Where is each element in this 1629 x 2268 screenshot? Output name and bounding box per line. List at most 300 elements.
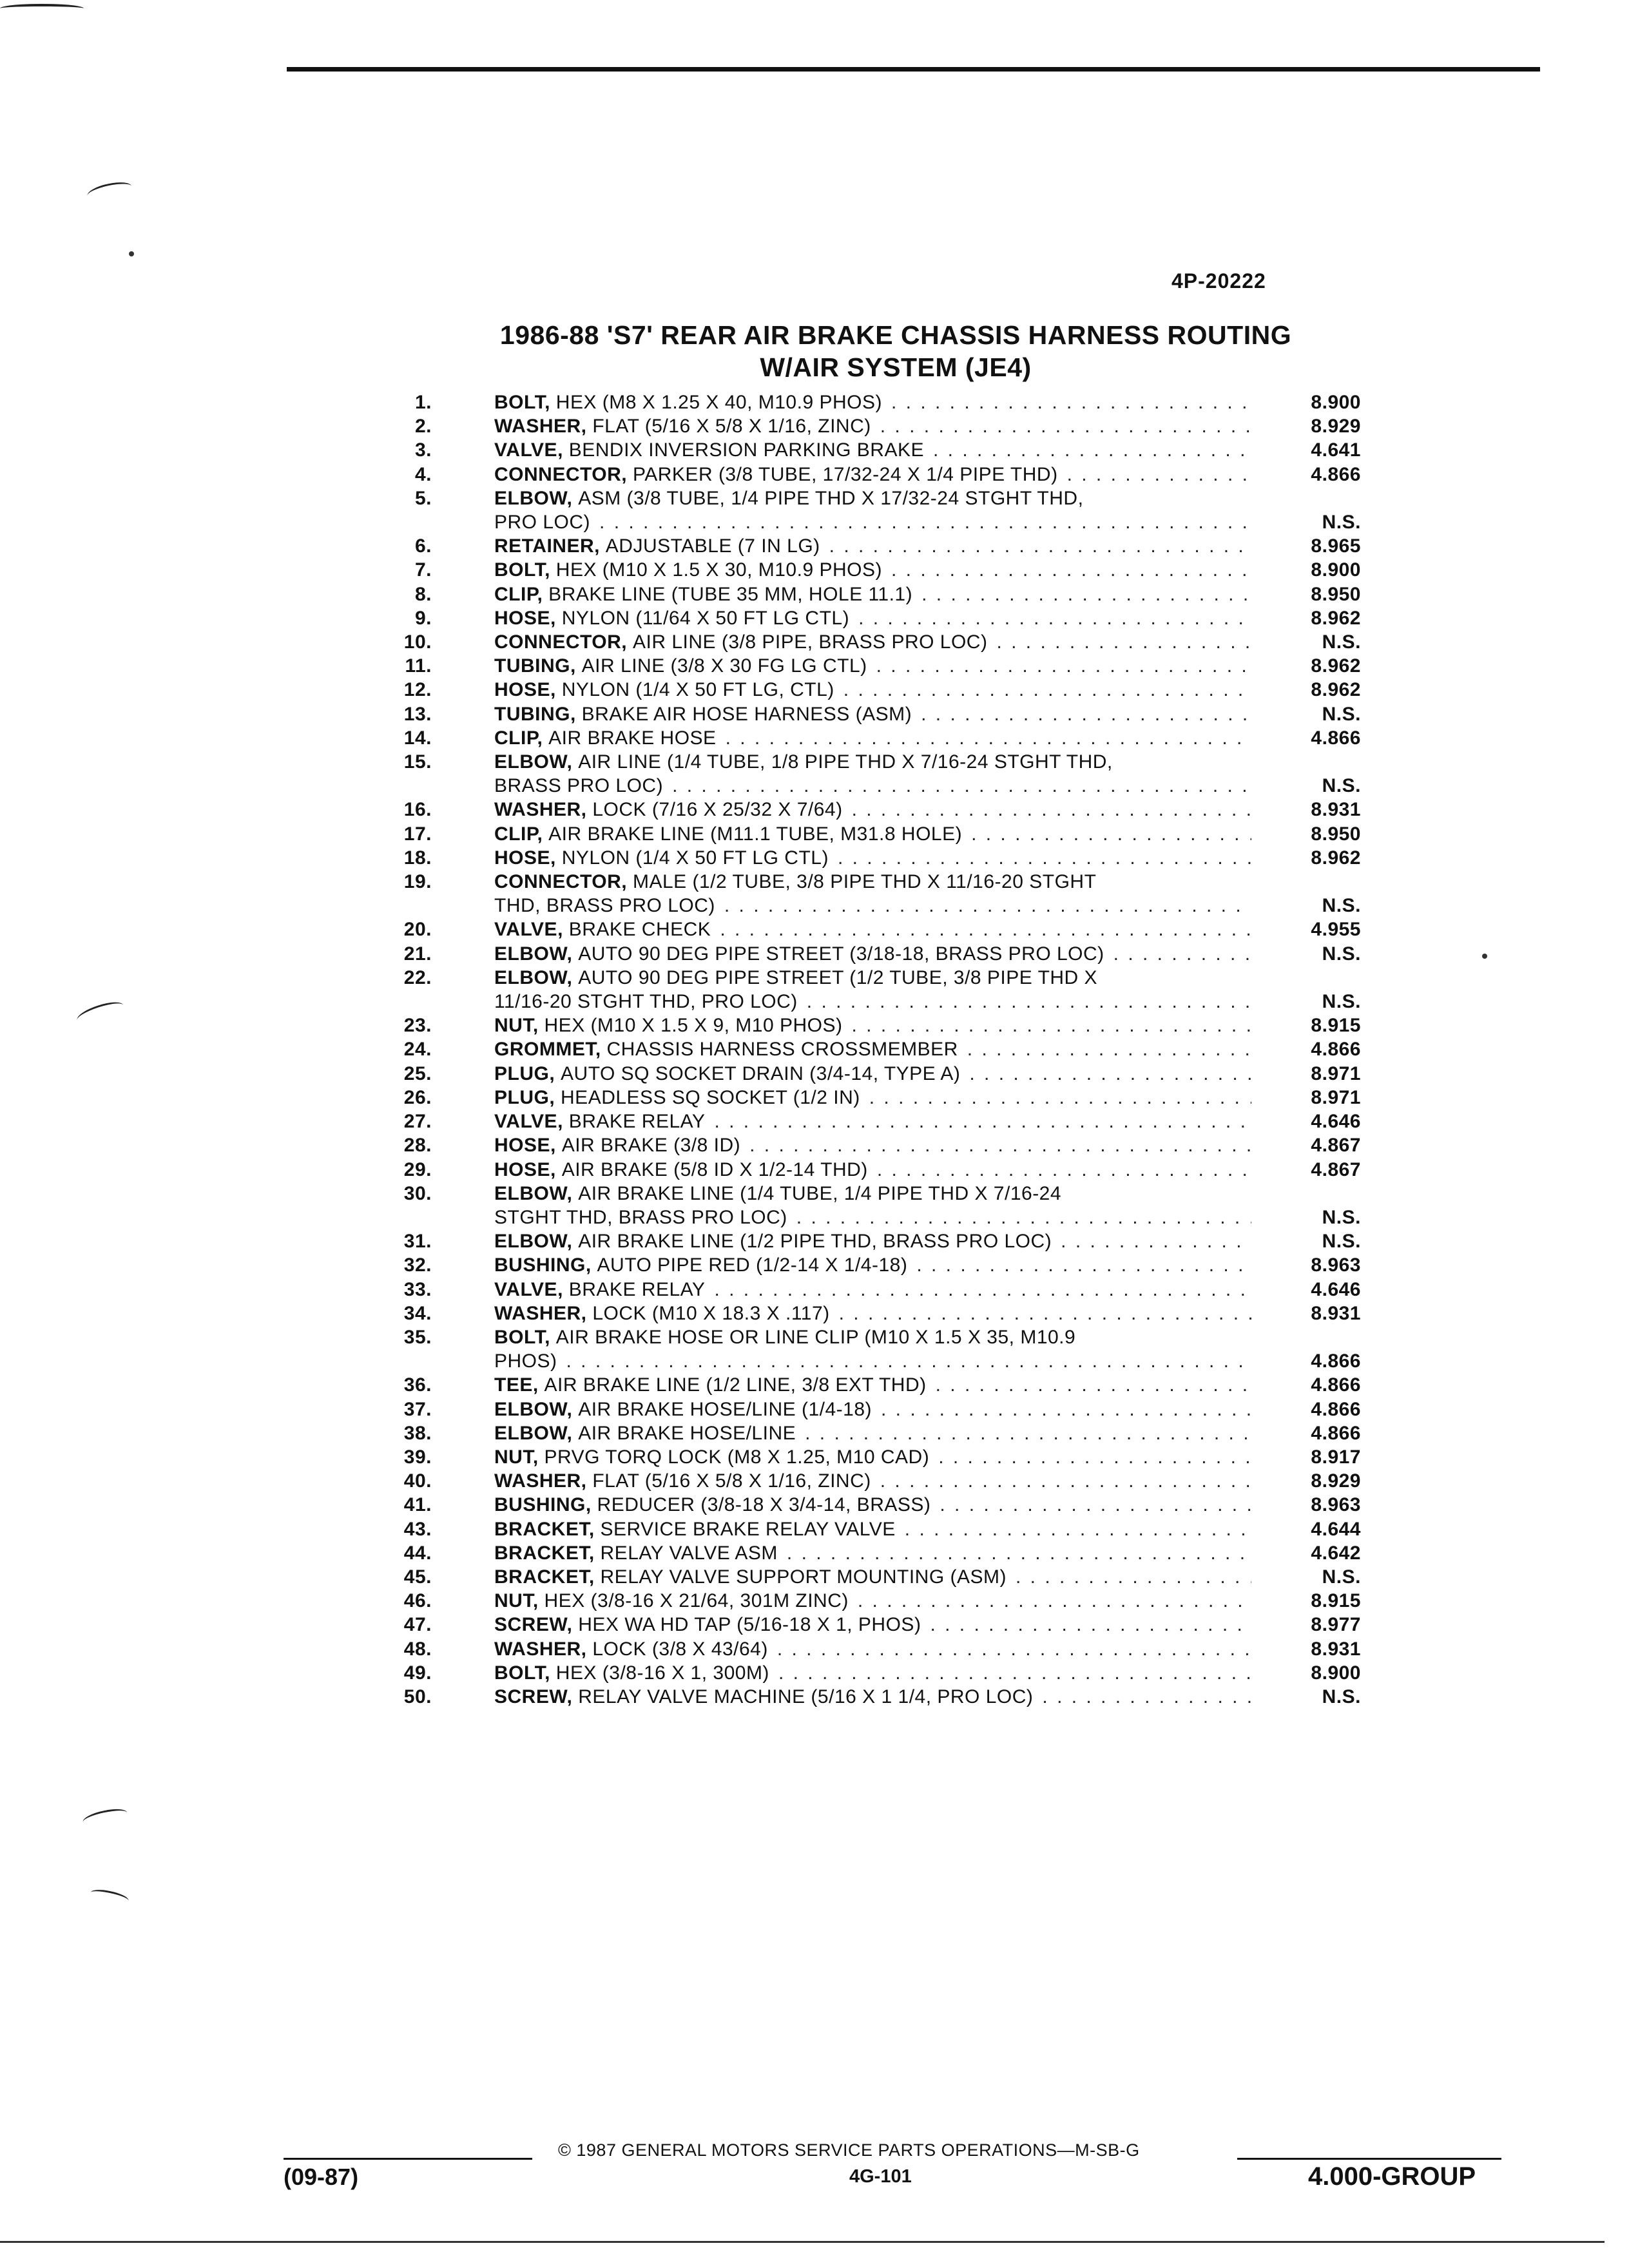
group-reference: 4.866	[1311, 1422, 1361, 1444]
part-row	[361, 1014, 1405, 1037]
description-line	[494, 798, 1251, 822]
part-spec: HEX (3/8-16 X 1, 300M)	[555, 1662, 769, 1684]
part-name: CLIP,	[494, 583, 543, 605]
part-name: ELBOW,	[494, 1398, 573, 1420]
part-number: 10.	[403, 631, 432, 653]
part-description	[494, 1086, 1251, 1110]
dot-leader	[933, 438, 1251, 462]
part-description	[494, 1158, 1251, 1182]
part-number: 38.	[403, 1422, 432, 1444]
part-spec: BENDIX INVERSION PARKING BRAKE	[568, 439, 924, 461]
part-spec: FLAT (5/16 X 5/8 X 1/16, ZINC)	[592, 1470, 871, 1492]
part-row	[361, 606, 1405, 630]
dot-leader	[838, 846, 1251, 870]
part-name: HOSE,	[494, 679, 556, 701]
part-spec: HEX WA HD TAP (5/16-18 X 1, PHOS)	[578, 1614, 921, 1636]
part-number: 32.	[403, 1254, 432, 1276]
description-line	[494, 1014, 1251, 1037]
part-row	[361, 390, 1405, 414]
part-spec: AIR BRAKE HOSE	[548, 727, 717, 749]
dot-leader	[880, 414, 1251, 438]
dot-leader	[566, 1349, 1251, 1373]
description-line	[494, 846, 1251, 870]
part-spec: AUTO SQ SOCKET DRAIN (3/4-14, TYPE A)	[561, 1062, 961, 1084]
part-row	[361, 1565, 1405, 1589]
page-number: 4G-101	[849, 2166, 912, 2187]
part-name: GROMMET,	[494, 1039, 601, 1061]
part-spec: HEX (M10 X 1.5 X 30, M10.9 PHOS)	[555, 559, 882, 581]
description-line	[494, 750, 1251, 774]
part-description	[494, 846, 1251, 870]
description-line	[494, 1253, 1251, 1277]
part-number: 21.	[403, 943, 432, 965]
part-number: 11.	[405, 655, 432, 677]
part-row	[361, 1182, 1405, 1229]
description-line	[494, 918, 1251, 941]
part-name: NUT,	[494, 1015, 539, 1037]
top-rule	[287, 67, 1540, 72]
description-line	[494, 1541, 1251, 1565]
part-number: 30.	[403, 1182, 432, 1204]
part-name: WASHER,	[494, 1302, 587, 1324]
group-reference: 8.962	[1311, 847, 1361, 869]
group-reference: 8.962	[1311, 655, 1361, 677]
dot-leader	[852, 1014, 1251, 1037]
part-row	[361, 678, 1405, 702]
part-spec: HEX (M10 X 1.5 X 9, M10 PHOS)	[544, 1015, 843, 1037]
part-name: BUSHING,	[494, 1254, 592, 1276]
group-reference: 4.646	[1311, 1111, 1361, 1133]
part-description	[494, 1302, 1251, 1325]
part-name: WASHER,	[494, 799, 587, 821]
copyright-notice: © 1987 GENERAL MOTORS SERVICE PARTS OPERATIONS—M-SB-G	[558, 2140, 1140, 2160]
part-spec: AIR BRAKE LINE (1/2 PIPE THD, BRASS PRO LOC)	[578, 1231, 1052, 1253]
part-row	[361, 870, 1405, 918]
part-row	[361, 1421, 1405, 1445]
document-number: 4P-20222	[1171, 269, 1266, 293]
group-reference: N.S.	[1322, 512, 1361, 533]
part-description	[494, 1685, 1251, 1709]
part-number: 50.	[403, 1686, 432, 1707]
part-spec: STGHT THD, BRASS PRO LOC)	[494, 1206, 787, 1228]
part-spec: PRO LOC)	[494, 512, 591, 533]
part-spec: 11/16-20 STGHT THD, PRO LOC)	[494, 991, 798, 1013]
part-number: 35.	[403, 1326, 432, 1348]
part-spec: MALE (1/2 TUBE, 3/8 PIPE THD X 11/16-20 STGHT	[632, 871, 1097, 893]
group-reference: 4.866	[1311, 463, 1361, 485]
description-line	[494, 438, 1251, 462]
part-description	[494, 1037, 1251, 1061]
part-number: 5.	[414, 487, 432, 509]
part-spec: AIR LINE (3/8 PIPE, BRASS PRO LOC)	[632, 631, 988, 653]
part-spec: RELAY VALVE SUPPORT MOUNTING (ASM)	[600, 1566, 1007, 1588]
description-line	[494, 1182, 1251, 1206]
part-description	[494, 966, 1251, 1014]
part-name: ELBOW,	[494, 1422, 573, 1444]
part-name: CONNECTOR,	[494, 871, 628, 893]
group-reference: N.S.	[1322, 775, 1361, 797]
part-name: ELBOW,	[494, 487, 573, 509]
footer-rule-left	[284, 2158, 532, 2160]
part-spec: AIR LINE (3/8 X 30 FG LG CTL)	[581, 655, 867, 677]
part-description	[494, 1517, 1251, 1541]
part-row	[361, 966, 1405, 1014]
dot-leader	[891, 558, 1251, 582]
part-number: 29.	[403, 1158, 432, 1180]
part-row	[361, 1110, 1405, 1133]
scan-speck	[129, 251, 134, 256]
group-reference: 8.929	[1311, 1470, 1361, 1492]
part-name: BOLT,	[494, 559, 550, 581]
part-description	[494, 1565, 1251, 1589]
part-number: 20.	[403, 919, 432, 941]
group-reference: N.S.	[1322, 631, 1361, 653]
part-row	[361, 1086, 1405, 1110]
part-name: BOLT,	[494, 392, 550, 413]
part-name: HOSE,	[494, 1135, 556, 1157]
part-number: 48.	[403, 1638, 432, 1660]
dot-leader	[967, 1037, 1251, 1061]
part-row	[361, 1517, 1405, 1541]
dot-leader	[807, 990, 1251, 1014]
part-row	[361, 942, 1405, 966]
part-row	[361, 1661, 1405, 1685]
part-description	[494, 918, 1251, 941]
description-line	[494, 654, 1251, 678]
part-name: PLUG,	[494, 1086, 555, 1108]
part-spec: BRAKE AIR HOSE HARNESS (ASM)	[581, 703, 912, 725]
part-spec: RELAY VALVE MACHINE (5/16 X 1 1/4, PRO LOC)	[578, 1686, 1034, 1707]
part-spec: CHASSIS HARNESS CROSSMEMBER	[606, 1039, 958, 1061]
dot-leader	[672, 774, 1251, 798]
part-number: 41.	[403, 1494, 432, 1516]
part-spec: HEADLESS SQ SOCKET (1/2 IN)	[561, 1086, 860, 1108]
part-name: ELBOW,	[494, 943, 573, 965]
dot-leader	[921, 702, 1251, 726]
group-reference: 8.931	[1311, 1638, 1361, 1660]
part-row	[361, 1589, 1405, 1613]
part-number: 44.	[403, 1542, 432, 1564]
dot-leader	[1113, 942, 1251, 966]
date-code: (09-87)	[284, 2164, 359, 2190]
description-line	[494, 510, 1251, 534]
dot-leader	[778, 1661, 1251, 1685]
part-row	[361, 1037, 1405, 1061]
description-line	[494, 1086, 1251, 1110]
part-row	[361, 846, 1405, 870]
dot-leader	[891, 390, 1251, 414]
part-number: 17.	[403, 823, 432, 845]
dot-leader	[921, 582, 1251, 606]
part-row	[361, 534, 1405, 558]
part-description	[494, 1133, 1251, 1157]
part-description	[494, 1445, 1251, 1469]
description-line	[494, 630, 1251, 654]
part-name: CLIP,	[494, 823, 543, 845]
part-description	[494, 534, 1251, 558]
part-row	[361, 1062, 1405, 1086]
part-spec: PHOS)	[494, 1350, 557, 1372]
part-row	[361, 654, 1405, 678]
part-spec: NYLON (1/4 X 50 FT LG, CTL)	[561, 679, 834, 701]
dot-leader	[787, 1541, 1251, 1565]
part-description	[494, 1637, 1251, 1661]
part-description	[494, 1182, 1251, 1229]
dot-leader	[858, 1589, 1251, 1613]
part-name: VALVE,	[494, 1111, 563, 1133]
part-row	[361, 1253, 1405, 1277]
part-name: BUSHING,	[494, 1494, 592, 1516]
dot-leader	[940, 1493, 1251, 1517]
part-row	[361, 1278, 1405, 1302]
part-number: 6.	[414, 535, 432, 557]
dot-leader	[916, 1253, 1251, 1277]
part-description	[494, 438, 1251, 462]
part-description	[494, 1613, 1251, 1637]
description-line	[494, 1661, 1251, 1685]
group-reference: 4.866	[1311, 1350, 1361, 1372]
description-line	[494, 534, 1251, 558]
part-spec: LOCK (7/16 X 25/32 X 7/64)	[592, 799, 843, 821]
dot-leader	[852, 798, 1251, 822]
scan-mark	[75, 998, 125, 1027]
part-name: TUBING,	[494, 655, 576, 677]
part-description	[494, 606, 1251, 630]
part-name: BRACKET,	[494, 1542, 595, 1564]
description-line	[494, 1349, 1251, 1373]
part-number: 26.	[403, 1086, 432, 1108]
description-line	[494, 1589, 1251, 1613]
group-reference: 8.962	[1311, 607, 1361, 629]
part-spec: BRAKE CHECK	[568, 919, 711, 941]
group-reference: 8.971	[1311, 1086, 1361, 1108]
group-reference: 4.866	[1311, 1398, 1361, 1420]
part-description	[494, 1661, 1251, 1685]
description-line	[494, 463, 1251, 486]
part-row	[361, 918, 1405, 941]
scan-mark	[82, 1806, 129, 1829]
group-reference: 4.866	[1311, 727, 1361, 749]
part-name: CONNECTOR,	[494, 631, 628, 653]
group-reference: 8.900	[1311, 559, 1361, 581]
description-line	[494, 1398, 1251, 1421]
title-line-2: W/AIR SYSTEM (JE4)	[760, 352, 1032, 382]
part-number: 25.	[403, 1062, 432, 1084]
part-spec: ADJUSTABLE (7 IN LG)	[605, 535, 820, 557]
group-reference: 8.963	[1311, 1254, 1361, 1276]
part-name: SCREW,	[494, 1686, 573, 1707]
part-spec: RELAY VALVE ASM	[600, 1542, 778, 1564]
part-row	[361, 630, 1405, 654]
group-reference: 8.962	[1311, 679, 1361, 701]
dot-leader	[777, 1637, 1251, 1661]
part-name: VALVE,	[494, 919, 563, 941]
parts-list	[361, 390, 1405, 1709]
part-spec: ASM (3/8 TUBE, 1/4 PIPE THD X 17/32-24 STGHT THD,	[578, 487, 1084, 509]
part-number: 16.	[403, 799, 432, 821]
part-row	[361, 582, 1405, 606]
part-number: 43.	[403, 1518, 432, 1540]
description-line	[494, 1133, 1251, 1157]
dot-leader	[839, 1302, 1251, 1325]
part-description	[494, 750, 1251, 798]
description-line	[494, 582, 1251, 606]
group-reference: N.S.	[1322, 703, 1361, 725]
description-line	[494, 1037, 1251, 1061]
part-spec: PRVG TORQ LOCK (M8 X 1.25, M10 CAD)	[544, 1446, 930, 1468]
group-number: 4.000-GROUP	[1308, 2162, 1476, 2191]
part-spec: PARKER (3/8 TUBE, 17/32-24 X 1/4 PIPE THD)	[632, 463, 1058, 485]
description-line	[494, 1302, 1251, 1325]
part-number: 40.	[403, 1470, 432, 1492]
description-line	[494, 1062, 1251, 1086]
dot-leader	[805, 1421, 1251, 1445]
part-description	[494, 870, 1251, 918]
part-number: 9.	[414, 607, 432, 629]
part-row	[361, 1398, 1405, 1421]
part-number: 3.	[414, 439, 432, 461]
part-number: 23.	[403, 1015, 432, 1037]
dot-leader	[971, 822, 1251, 846]
part-row	[361, 1302, 1405, 1325]
group-reference: 4.646	[1311, 1278, 1361, 1300]
part-number: 37.	[403, 1398, 432, 1420]
dot-leader	[724, 894, 1251, 918]
part-number: 14.	[403, 727, 432, 749]
part-spec: HEX (M8 X 1.25 X 40, M10.9 PHOS)	[555, 392, 882, 413]
part-number: 27.	[403, 1111, 432, 1133]
part-row	[361, 1325, 1405, 1373]
part-description	[494, 630, 1251, 654]
part-description	[494, 1469, 1251, 1493]
part-spec: FLAT (5/16 X 5/8 X 1/16, ZINC)	[592, 416, 871, 437]
part-number: 31.	[403, 1231, 432, 1253]
dot-leader	[1042, 1685, 1251, 1709]
scan-mark	[90, 1887, 130, 1906]
part-spec: AIR BRAKE HOSE/LINE	[578, 1422, 796, 1444]
group-reference: N.S.	[1322, 895, 1361, 917]
part-name: CLIP,	[494, 727, 543, 749]
part-name: ELBOW,	[494, 1231, 573, 1253]
part-number: 36.	[403, 1374, 432, 1396]
description-line	[494, 702, 1251, 726]
part-number: 47.	[403, 1614, 432, 1636]
part-name: ELBOW,	[494, 966, 573, 988]
description-line	[494, 1517, 1251, 1541]
part-spec: HEX (3/8-16 X 21/64, 301M ZINC)	[544, 1590, 849, 1612]
part-description	[494, 582, 1251, 606]
part-spec: BRAKE RELAY	[568, 1111, 706, 1133]
dot-leader	[880, 1469, 1251, 1493]
part-spec: AIR BRAKE HOSE OR LINE CLIP (M10 X 1.5 X 35, M10.9	[555, 1326, 1076, 1348]
description-line	[494, 1278, 1251, 1302]
description-line	[494, 1685, 1251, 1709]
part-row	[361, 463, 1405, 486]
part-row	[361, 414, 1405, 438]
group-reference: 8.929	[1311, 416, 1361, 437]
part-description	[494, 822, 1251, 846]
part-name: RETAINER,	[494, 535, 600, 557]
part-spec: AIR BRAKE HOSE/LINE (1/4-18)	[578, 1398, 872, 1420]
part-description	[494, 1014, 1251, 1037]
part-description	[494, 798, 1251, 822]
part-description	[494, 1062, 1251, 1086]
part-description	[494, 463, 1251, 486]
description-line	[494, 414, 1251, 438]
description-line	[494, 1469, 1251, 1493]
description-line	[494, 942, 1251, 966]
dot-leader	[869, 1086, 1251, 1110]
part-number: 24.	[403, 1039, 432, 1061]
description-line	[494, 1493, 1251, 1517]
dot-leader	[876, 654, 1251, 678]
part-row	[361, 1445, 1405, 1469]
description-line	[494, 870, 1251, 894]
part-row	[361, 1685, 1405, 1709]
dot-leader	[858, 606, 1251, 630]
group-reference: 4.644	[1311, 1518, 1361, 1540]
part-row	[361, 750, 1405, 798]
dot-leader	[714, 1278, 1251, 1302]
description-line	[494, 606, 1251, 630]
group-reference: 8.900	[1311, 1662, 1361, 1684]
description-line	[494, 1613, 1251, 1637]
part-name: TEE,	[494, 1374, 539, 1396]
group-reference: N.S.	[1322, 991, 1361, 1013]
part-number: 8.	[414, 583, 432, 605]
part-spec: NYLON (11/64 X 50 FT LG CTL)	[561, 607, 850, 629]
group-reference: 4.641	[1311, 439, 1361, 461]
group-reference: 8.965	[1311, 535, 1361, 557]
group-reference: N.S.	[1322, 1206, 1361, 1228]
part-number: 46.	[403, 1590, 432, 1612]
part-name: HOSE,	[494, 847, 556, 869]
group-reference: 8.977	[1311, 1614, 1361, 1636]
group-reference: 4.642	[1311, 1542, 1361, 1564]
part-number: 18.	[403, 847, 432, 869]
part-name: WASHER,	[494, 1470, 587, 1492]
part-description	[494, 654, 1251, 678]
dot-leader	[749, 1133, 1251, 1157]
bottom-rule	[0, 2241, 1605, 2243]
group-reference: 4.866	[1311, 1374, 1361, 1396]
title-line-1: 1986-88 'S7' REAR AIR BRAKE CHASSIS HARNESS ROUTING	[499, 320, 1292, 350]
part-name: SCREW,	[494, 1614, 573, 1636]
part-number: 2.	[414, 416, 432, 437]
part-spec: THD, BRASS PRO LOC)	[494, 895, 715, 917]
part-description	[494, 1421, 1251, 1445]
dot-leader	[938, 1445, 1251, 1469]
dot-leader	[796, 1206, 1251, 1229]
dot-leader	[905, 1517, 1251, 1541]
part-description	[494, 726, 1251, 750]
dot-leader	[1067, 463, 1251, 486]
description-line	[494, 1110, 1251, 1133]
part-spec: AIR LINE (1/4 TUBE, 1/8 PIPE THD X 7/16-24 STGHT THD,	[578, 751, 1113, 773]
part-number: 4.	[414, 463, 432, 485]
group-reference: 8.950	[1311, 823, 1361, 845]
part-name: PLUG,	[494, 1062, 555, 1084]
part-row	[361, 1229, 1405, 1253]
dot-leader	[829, 534, 1251, 558]
group-reference: 8.963	[1311, 1494, 1361, 1516]
part-number: 49.	[403, 1662, 432, 1684]
part-description	[494, 1253, 1251, 1277]
part-name: WASHER,	[494, 1638, 587, 1660]
part-spec: NYLON (1/4 X 50 FT LG CTL)	[561, 847, 829, 869]
group-reference: N.S.	[1322, 1566, 1361, 1588]
group-reference: 8.931	[1311, 1302, 1361, 1324]
